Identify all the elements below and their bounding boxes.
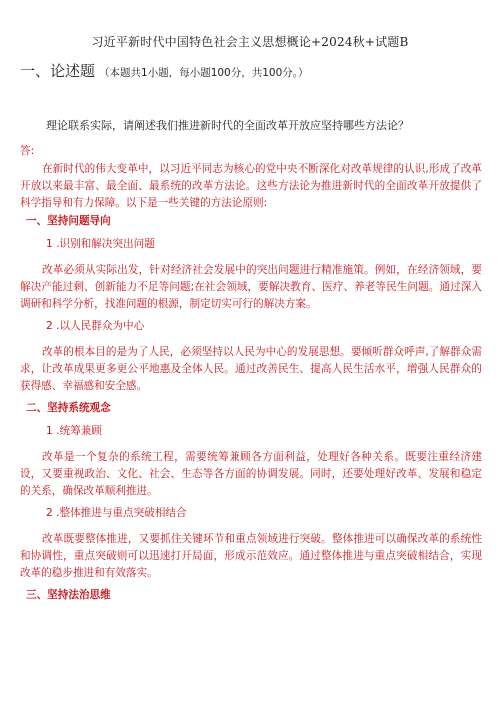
answer-intro: 在新时代的伟大变革中，以习近平同志为核心的党中央不断深化对改革规律的认识,形成了改革开放以来最丰富、最全面、最系统的改革方法论。这些方法论为推进新时代的全面改革开放提供了科学指导和有力保障。以下是一些关键的方法论原则: (20, 163, 482, 209)
subheading-holistic-and-key: 2 .整体推进与重点突破相结合 (46, 507, 187, 519)
answer-block (20, 142, 482, 608)
paragraph-identify-problems: 改革必须从实际出发，针对经济社会发展中的突出问题进行精准施策。例如，在经济领域，要解决产能过剩、创新能力不足等问题;在社会领域，要解决教育、医疗、养老等民生问题。通过深入调研和科学分析，找准问题的根源，制定切实可行的解决方案。 (20, 264, 482, 310)
answer-label: 答: (20, 145, 35, 157)
section-heading-title: 一、论述题 (20, 62, 96, 80)
question-text: 理论联系实际，请阐述我们推进新时代的全面改革开放应坚持哪些方法论？ (46, 119, 409, 132)
document-title: 习近平新时代中国特色社会主义思想概论+2024秋+试题B (91, 35, 409, 49)
heading-systems-thinking: 二、坚持系统观念 (26, 402, 111, 414)
paragraph-people-centered: 改革的根本目的是为了人民，必须坚持以人民为中心的发展思想。要倾听群众呼声,了解群众需求，让改革成果更多更公平地惠及全体人民。通过改善民生、提高人民生活水平，增强人民群众的获得感、幸福感和安全感。 (20, 346, 482, 392)
paragraph-overall-planning: 改革是一个复杂的系统工程，需要统筹兼顾各方面利益，处理好各种关系。既要注重经济建设，又要重视政治、文化、社会、生态等各方面的协调发展。同时，还要处理好改革、发展和稳定的关系，确保改革顺利推进。 (20, 451, 482, 497)
section-heading-note: （本题共1小题，每小题100分，共100分。） (99, 67, 309, 79)
subheading-people-centered: 2 .以人民群众为中心 (46, 320, 145, 332)
heading-rule-of-law: 三、坚持法治思维 (26, 589, 111, 601)
heading-problem-oriented: 一、坚持问题导向 (26, 215, 111, 227)
subheading-identify-problems: 1 .识别和解决突出问题 (46, 238, 155, 250)
paragraph-holistic-and-key: 改革既要整体推进，又要抓住关键环节和重点领域进行突破。整体推进可以确保改革的系统性和协调性，重点突破则可以迅速打开局面，形成示范效应。通过整体推进与重点突破相结合，实现改革的稳步推进和有效落实。 (20, 533, 482, 579)
section-heading (20, 60, 490, 81)
subheading-overall-planning: 1 .统筹兼顾 (46, 425, 102, 437)
